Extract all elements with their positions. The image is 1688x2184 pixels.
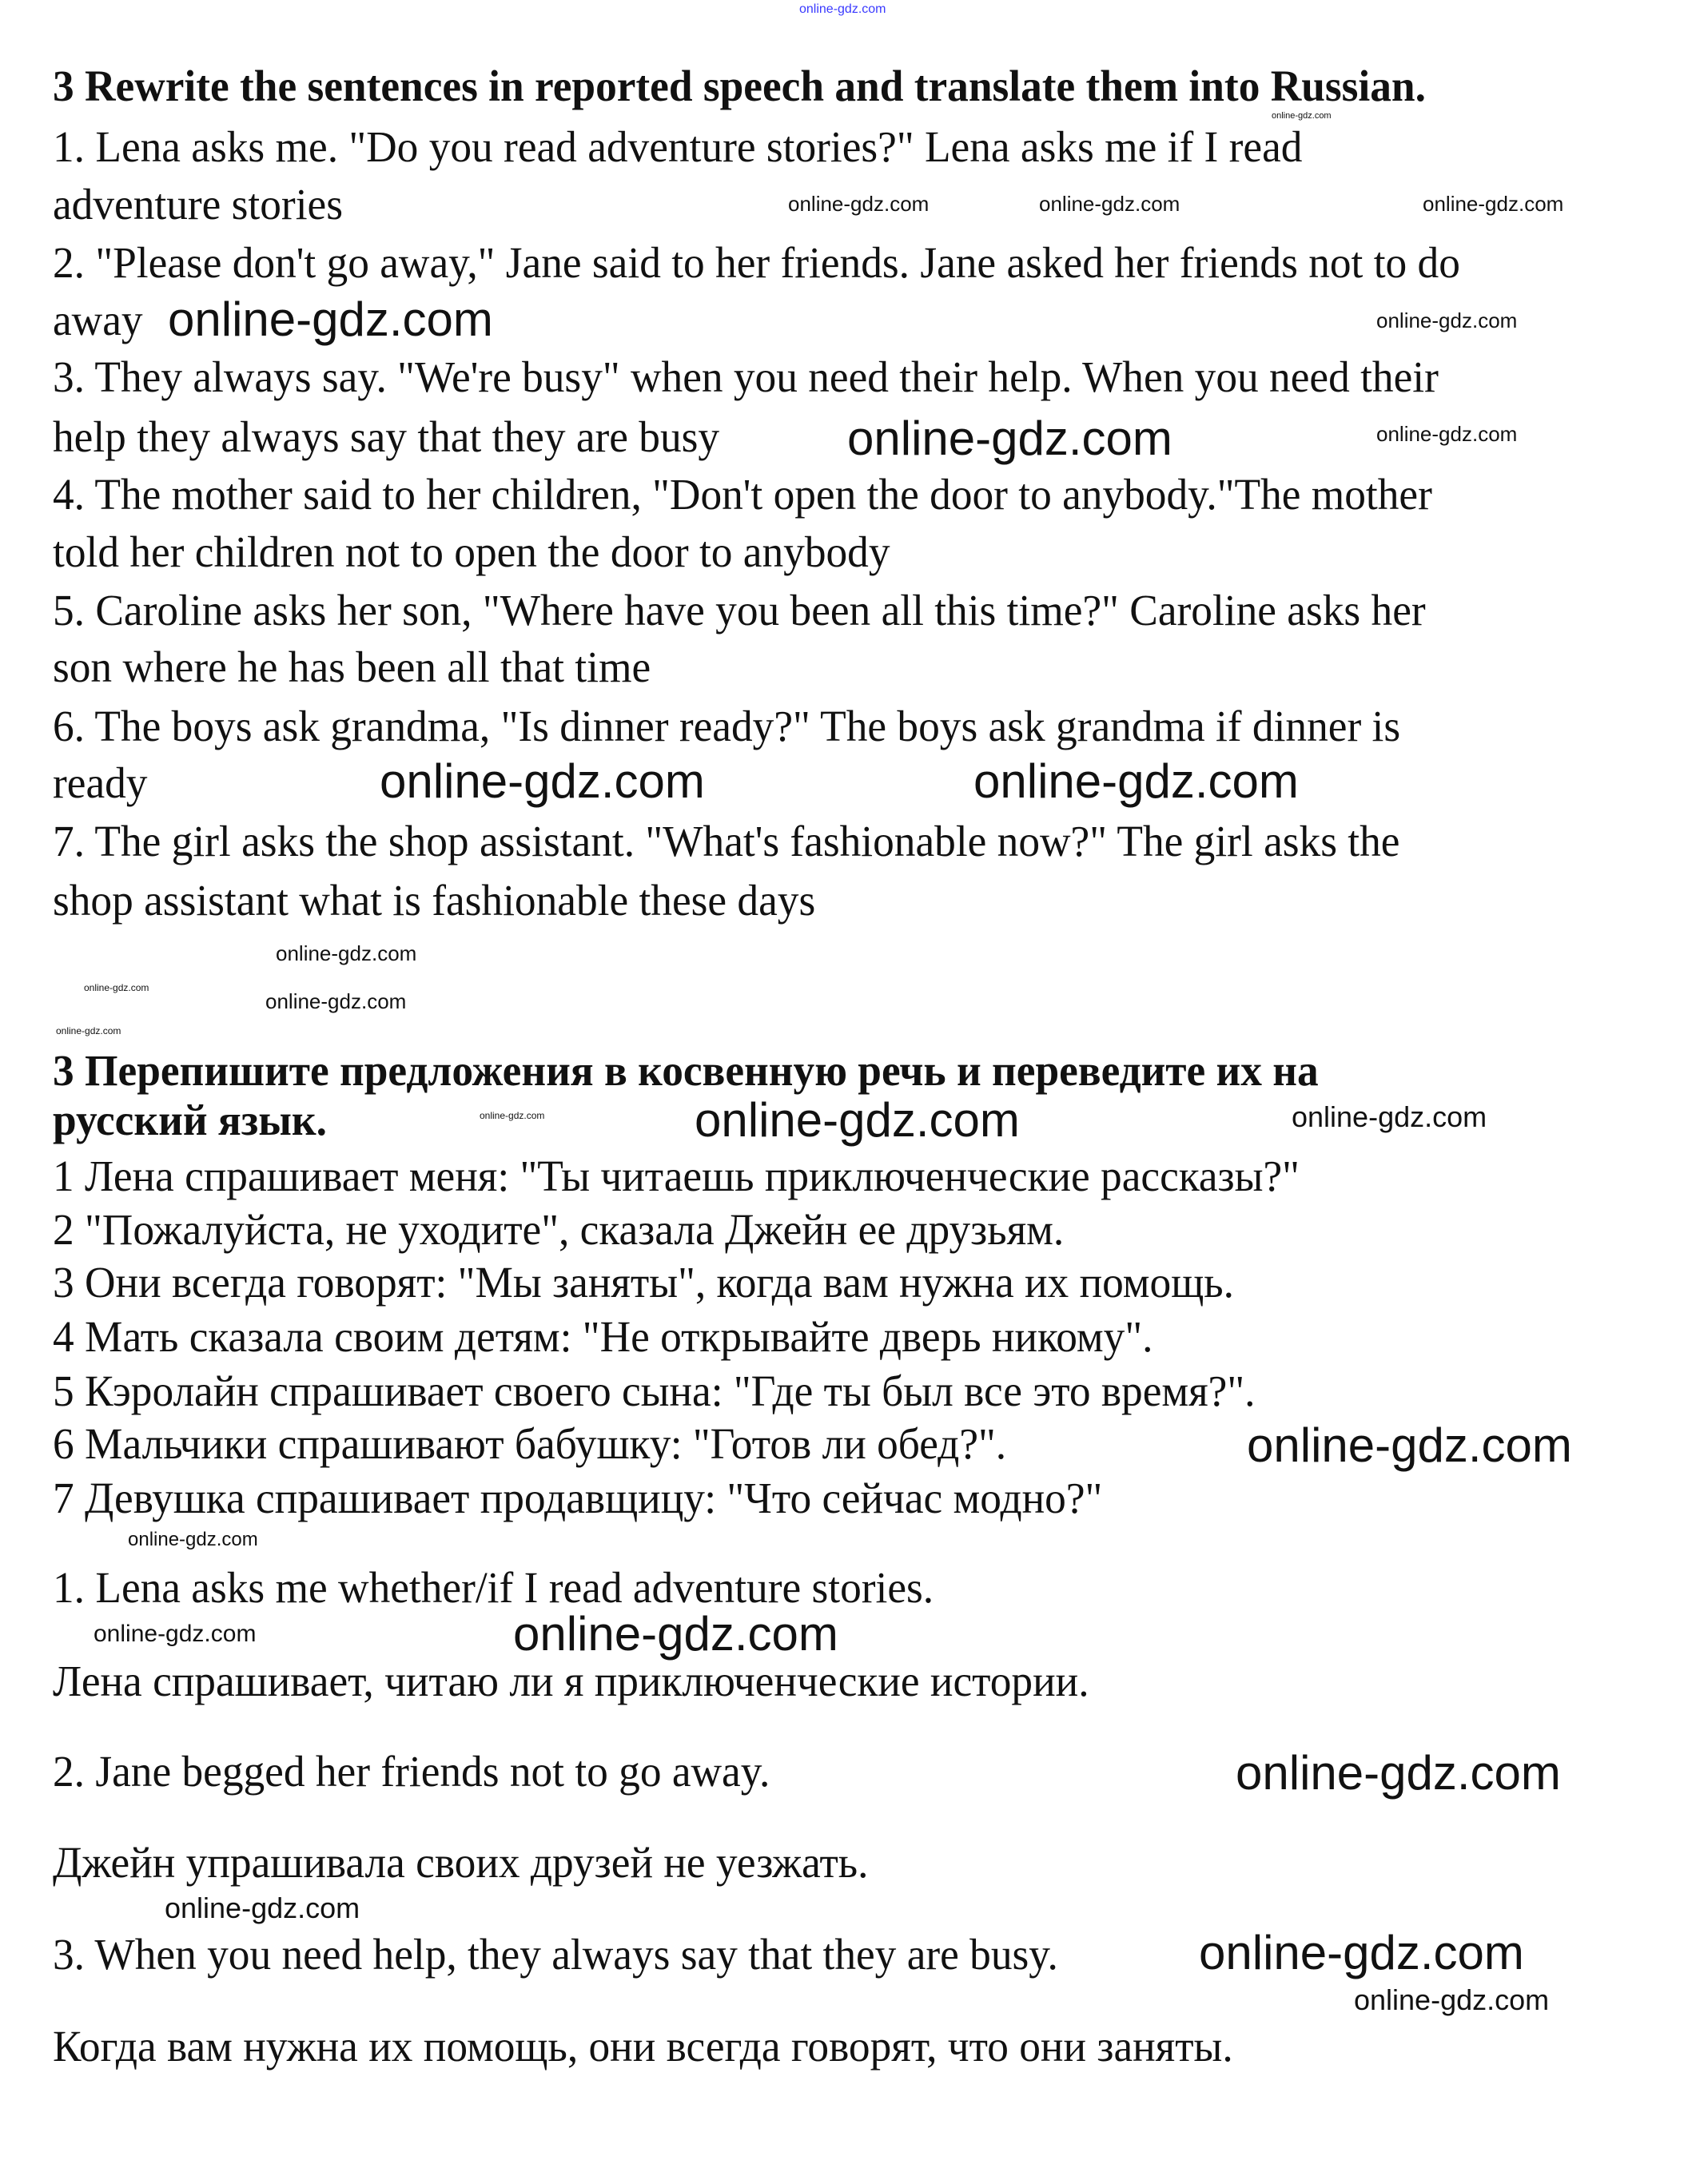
answer-line: Когда вам нужна их помощь, они всегда говорят, что они заняты. <box>53 2022 1233 2071</box>
english-line: told her children not to open the door to anybody <box>53 527 890 576</box>
watermark: online-gdz.com <box>480 1110 545 1121</box>
watermark: online-gdz.com <box>788 192 930 216</box>
watermark: online-gdz.com <box>1199 1926 1524 1979</box>
english-line: shop assistant what is fashionable these days <box>53 876 816 925</box>
watermark: online-gdz.com <box>847 412 1172 465</box>
watermark: online-gdz.com <box>380 754 705 808</box>
watermark: online-gdz.com <box>695 1093 1020 1147</box>
english-line: son where he has been all that time <box>53 642 651 691</box>
watermark: online-gdz.com <box>94 1621 257 1647</box>
russian-heading: 3 Перепишите предложения в косвенную речь и переведите их на <box>53 1046 1319 1095</box>
russian-heading: русский язык. <box>53 1096 327 1144</box>
watermark: online-gdz.com <box>1423 192 1564 216</box>
english-line: help they always say that they are busy <box>53 412 720 461</box>
watermark: online-gdz.com <box>1236 1746 1561 1800</box>
watermark: online-gdz.com <box>128 1529 258 1550</box>
english-line: ready <box>53 758 148 807</box>
watermark: online-gdz.com <box>276 941 417 965</box>
watermark: online-gdz.com <box>165 1892 360 1924</box>
answer-line: Джейн упрашивала своих друзей не уезжать. <box>53 1838 869 1887</box>
watermark: online-gdz.com <box>1272 111 1332 121</box>
watermark: online-gdz.com <box>168 292 493 346</box>
english-heading: 3 Rewrite the sentences in reported speech and translate them into Russian. <box>53 62 1426 110</box>
watermark: online-gdz.com <box>265 989 407 1013</box>
russian-line: 2 "Пожалуйста, не уходите", сказала Джейн ее друзьям. <box>53 1205 1065 1254</box>
answer-line: Лена спрашивает, читаю ли я приключенческие истории. <box>53 1657 1089 1705</box>
watermark: online-gdz.com <box>513 1607 838 1661</box>
russian-line: 6 Мальчики спрашивают бабушку: "Готов ли обед?". <box>53 1419 1007 1468</box>
english-line: 6. The boys ask grandma, "Is dinner ready?" The boys ask grandma if dinner is <box>53 702 1401 750</box>
watermark: online-gdz.com <box>799 2 886 16</box>
watermark: online-gdz.com <box>1376 422 1518 446</box>
watermark: online-gdz.com <box>56 1025 121 1036</box>
answer-line: 3. When you need help, they always say that they are busy. <box>53 1930 1058 1979</box>
watermark: online-gdz.com <box>1376 308 1518 332</box>
watermark: online-gdz.com <box>84 982 149 993</box>
russian-line: 4 Мать сказала своим детям: "Не открывайте дверь никому". <box>53 1312 1153 1361</box>
english-line: adventure stories <box>53 180 343 229</box>
english-line: 5. Caroline asks her son, "Where have you been all this time?" Caroline asks her <box>53 586 1426 635</box>
russian-line: 3 Они всегда говорят: "Мы заняты", когда вам нужна их помощь. <box>53 1258 1234 1307</box>
watermark: online-gdz.com <box>1292 1100 1487 1133</box>
watermark: online-gdz.com <box>1354 1983 1550 2016</box>
english-line: away <box>53 296 143 344</box>
russian-line: 7 Девушка спрашивает продавщицу: "Что сейчас модно?" <box>53 1474 1103 1522</box>
watermark: online-gdz.com <box>1247 1418 1572 1472</box>
watermark: online-gdz.com <box>973 754 1299 808</box>
answer-line: 2. Jane begged her friends not to go away. <box>53 1747 770 1796</box>
russian-line: 1 Лена спрашивает меня: "Ты читаешь приключенческие рассказы?" <box>53 1152 1300 1200</box>
russian-line: 5 Кэролайн спрашивает своего сына: "Где ты был все это время?". <box>53 1366 1256 1415</box>
watermark: online-gdz.com <box>1039 192 1180 216</box>
english-line: 1. Lena asks me. "Do you read adventure stories?" Lena asks me if I read <box>53 122 1303 171</box>
english-line: 2. "Please don't go away," Jane said to her friends. Jane asked her friends not to do <box>53 238 1460 287</box>
english-line: 7. The girl asks the shop assistant. "What's fashionable now?" The girl asks the <box>53 817 1400 865</box>
english-line: 4. The mother said to her children, "Don't open the door to anybody."The mother <box>53 470 1432 519</box>
answer-line: 1. Lena asks me whether/if I read adventure stories. <box>53 1563 934 1612</box>
english-line: 3. They always say. "We're busy" when you need their help. When you need their <box>53 352 1439 401</box>
